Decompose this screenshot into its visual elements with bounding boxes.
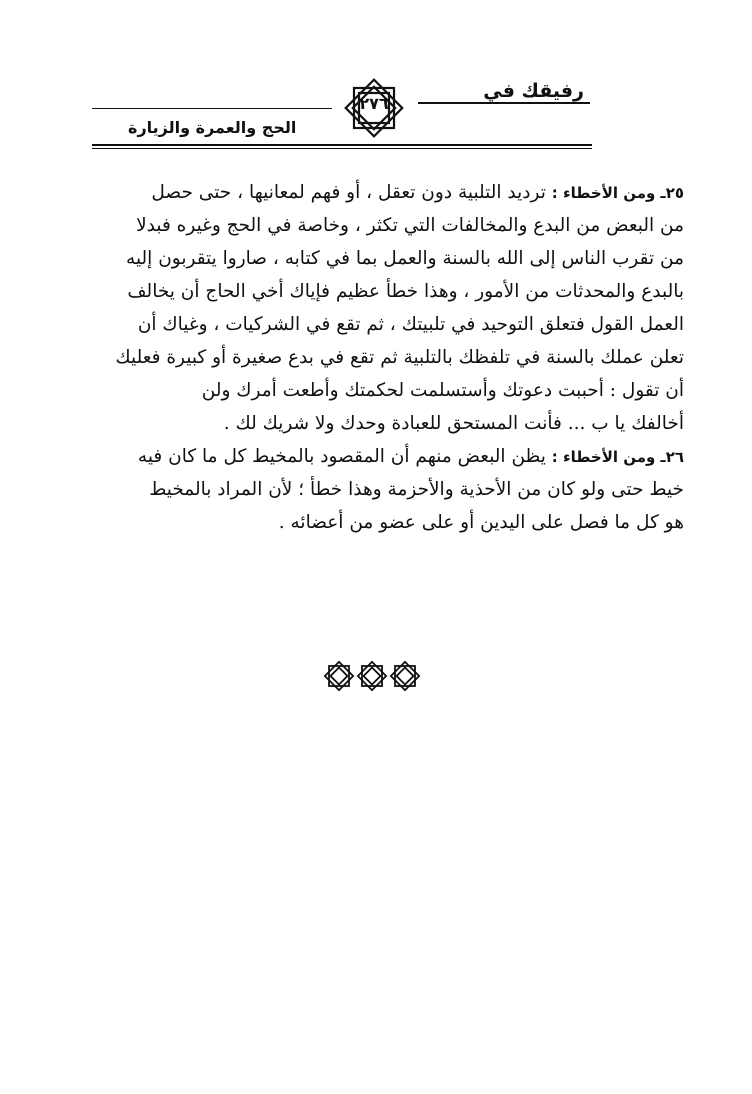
text-line: تعلن عملك بالسنة في تلفظك بالتلبية ثم تقع في بدع صغيرة أو كبيرة فعليك bbox=[115, 347, 684, 368]
header-rule-bottom bbox=[92, 144, 592, 146]
header-rule-top-right bbox=[418, 102, 590, 104]
text-line: هو كل ما فصل على اليدين أو على عضو من أعضائه . bbox=[278, 512, 684, 533]
text-line: من البعض من البدع والمخالفات التي تكثر ، وخاصة في الحج وغيره فبدلا bbox=[136, 215, 684, 236]
item-label: ٢٦ـ ومن الأخطاء : bbox=[551, 448, 684, 466]
mistake-item-25 bbox=[64, 176, 684, 440]
item-first-line: ترديد التلبية دون تعقل ، أو فهم لمعانيها ، حتى حصل bbox=[151, 182, 546, 203]
page-body bbox=[64, 176, 684, 539]
item-label: ٢٥ـ ومن الأخطاء : bbox=[551, 184, 684, 202]
text-line: خيط حتى ولو كان من الأحذية والأحزمة وهذا خطأ ؛ لأن المراد بالمخيط bbox=[149, 479, 684, 500]
text-line bbox=[64, 440, 684, 473]
ornament-star-icon bbox=[358, 662, 386, 690]
text-line: أن تقول : أحببت دعوتك وأستسلمت لحكمتك وأطعت أمرك ولن bbox=[201, 380, 684, 401]
header-rule-top-left bbox=[92, 108, 332, 109]
mistake-item-26 bbox=[64, 440, 684, 539]
three-star-ornament-icon bbox=[322, 660, 422, 692]
page-number: ٢٧٦ bbox=[359, 94, 389, 113]
running-header-subtitle: الحج والعمرة والزيارة bbox=[128, 118, 297, 137]
header-rule-bottom-thin bbox=[92, 148, 592, 149]
text-line bbox=[64, 176, 684, 209]
running-header-title: رفيقك في bbox=[483, 80, 584, 102]
item-first-line: يظن البعض منهم أن المقصود بالمخيط كل ما كان فيه bbox=[137, 446, 546, 467]
ornament-star-icon bbox=[325, 662, 353, 690]
ornament-star-icon bbox=[391, 662, 419, 690]
text-line: العمل القول فتعلق التوحيد في تلبيتك ، ثم تقع في الشركيات ، وغياك أن bbox=[137, 314, 684, 335]
text-line: بالبدع والمحدثات من الأمور ، وهذا خطأ عظيم فإياك أخي الحاج أن يخالف bbox=[127, 281, 684, 302]
text-line: أخالفك يا ب ... فأنت المستحق للعبادة وحدك ولا شريك لك . bbox=[223, 413, 684, 434]
text-line: من تقرب الناس إلى الله بالسنة والعمل بما في كتابه ، صاروا يتقربون إليه bbox=[126, 248, 684, 269]
